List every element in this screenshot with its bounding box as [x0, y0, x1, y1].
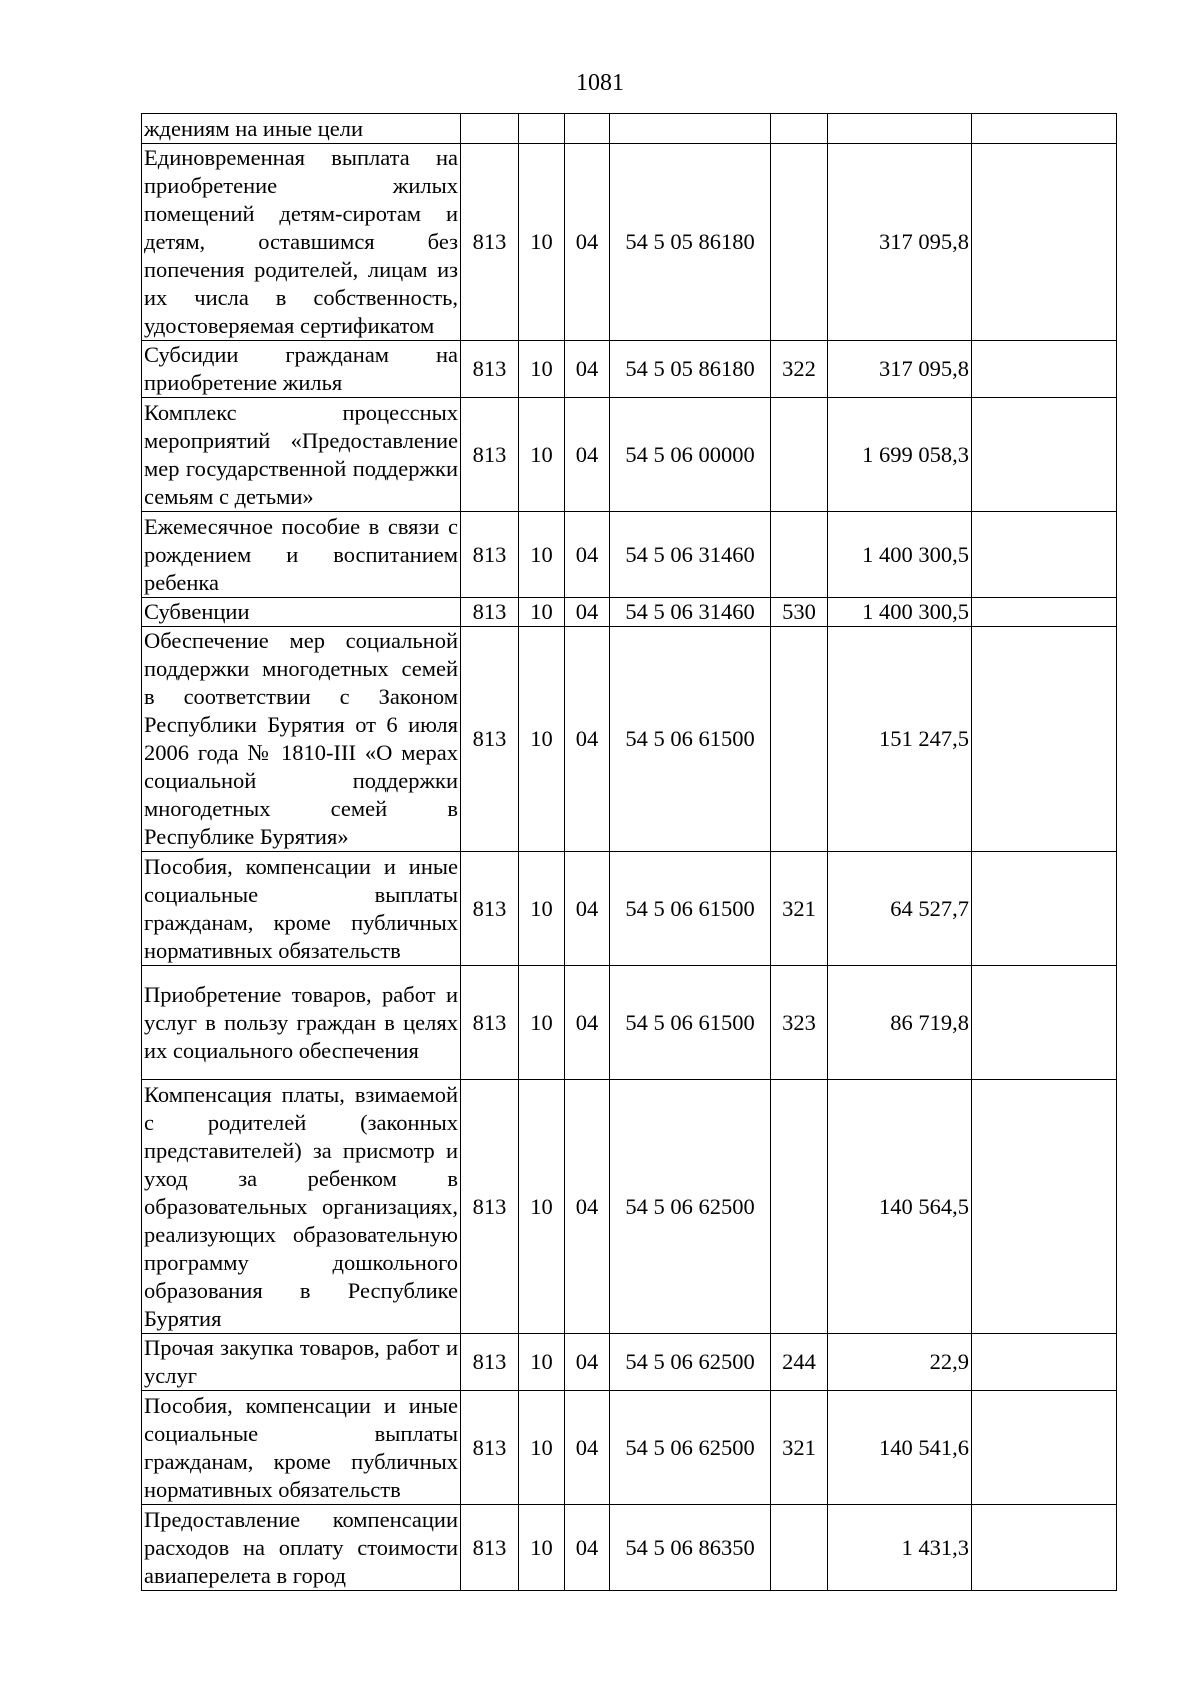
section-code-cell [519, 114, 565, 144]
section-code-cell: 10 [519, 1080, 565, 1334]
subsection-code-cell: 04 [565, 627, 610, 852]
row-name-cell: Комплекс процессных мероприятий «Предоставление мер государственной поддержки семьям с детьми» [142, 398, 461, 512]
ved-code-cell: 813 [461, 512, 519, 598]
section-code-cell: 10 [519, 598, 565, 627]
amount-cell: 140 564,5 [828, 1080, 972, 1334]
subsection-code-cell: 04 [565, 1391, 610, 1505]
subsection-code-cell [565, 114, 610, 144]
expense-type-cell: 321 [771, 852, 828, 966]
target-article-cell: 54 5 06 86350 [610, 1505, 771, 1591]
extra-cell [972, 512, 1117, 598]
amount-cell [828, 114, 972, 144]
subsection-code-cell: 04 [565, 852, 610, 966]
table-row [142, 1505, 1117, 1591]
amount-cell: 317 095,8 [828, 341, 972, 398]
extra-cell [972, 398, 1117, 512]
extra-cell [972, 1505, 1117, 1591]
row-name-cell: ждениям на иные цели [142, 114, 461, 144]
table-row [142, 852, 1117, 966]
row-name-cell: Ежемесячное пособие в связи с рождением и воспитанием ребенка [142, 512, 461, 598]
extra-cell [972, 627, 1117, 852]
extra-cell [972, 1391, 1117, 1505]
expense-type-cell: 323 [771, 966, 828, 1080]
target-article-cell: 54 5 06 62500 [610, 1080, 771, 1334]
section-code-cell: 10 [519, 1334, 565, 1391]
target-article-cell: 54 5 06 61500 [610, 627, 771, 852]
extra-cell [972, 114, 1117, 144]
amount-cell: 1 431,3 [828, 1505, 972, 1591]
budget-table [141, 113, 1117, 1591]
row-name-cell: Компенсация платы, взимаемой с родителей (законных представителей) за присмотр и уход за ребенком в образовательных организациях, реализующих образовательную программу дошкольного образования в Республике Бурятия [142, 1080, 461, 1334]
amount-cell: 140 541,6 [828, 1391, 972, 1505]
ved-code-cell: 813 [461, 144, 519, 341]
amount-cell: 1 400 300,5 [828, 512, 972, 598]
amount-cell: 86 719,8 [828, 966, 972, 1080]
page-number: 1081 [576, 70, 624, 96]
budget-table-body [142, 114, 1117, 1591]
subsection-code-cell: 04 [565, 1505, 610, 1591]
subsection-code-cell: 04 [565, 341, 610, 398]
expense-type-cell: 321 [771, 1391, 828, 1505]
ved-code-cell: 813 [461, 1391, 519, 1505]
table-row [142, 1080, 1117, 1334]
expense-type-cell [771, 512, 828, 598]
ved-code-cell: 813 [461, 627, 519, 852]
section-code-cell: 10 [519, 627, 565, 852]
ved-code-cell: 813 [461, 852, 519, 966]
row-name-cell: Пособия, компенсации и иные социальные выплаты гражданам, кроме публичных нормативных обязательств [142, 852, 461, 966]
extra-cell [972, 341, 1117, 398]
subsection-code-cell: 04 [565, 1080, 610, 1334]
expense-type-cell [771, 1505, 828, 1591]
amount-cell: 1 400 300,5 [828, 598, 972, 627]
target-article-cell: 54 5 06 61500 [610, 966, 771, 1080]
expense-type-cell [771, 1080, 828, 1334]
table-row [142, 1334, 1117, 1391]
target-article-cell: 54 5 06 61500 [610, 852, 771, 966]
target-article-cell: 54 5 05 86180 [610, 144, 771, 341]
target-article-cell: 54 5 06 00000 [610, 398, 771, 512]
section-code-cell: 10 [519, 512, 565, 598]
ved-code-cell: 813 [461, 1080, 519, 1334]
target-article-cell: 54 5 05 86180 [610, 341, 771, 398]
ved-code-cell: 813 [461, 966, 519, 1080]
target-article-cell [610, 114, 771, 144]
section-code-cell: 10 [519, 1391, 565, 1505]
ved-code-cell: 813 [461, 1334, 519, 1391]
ved-code-cell: 813 [461, 341, 519, 398]
row-name-cell: Прочая закупка товаров, работ и услуг [142, 1334, 461, 1391]
amount-cell: 1 699 058,3 [828, 398, 972, 512]
table-row [142, 966, 1117, 1080]
expense-type-cell: 244 [771, 1334, 828, 1391]
subsection-code-cell: 04 [565, 598, 610, 627]
row-name-cell: Обеспечение мер социальной поддержки многодетных семей в соответствии с Законом Республики Бурятия от 6 июля 2006 года № 1810-III «О мерах социальной поддержки многодетных семей в Республике Бурятия» [142, 627, 461, 852]
subsection-code-cell: 04 [565, 398, 610, 512]
row-name-cell: Пособия, компенсации и иные социальные выплаты гражданам, кроме публичных нормативных обязательств [142, 1391, 461, 1505]
extra-cell [972, 1334, 1117, 1391]
expense-type-cell [771, 144, 828, 341]
expense-type-cell [771, 398, 828, 512]
target-article-cell: 54 5 06 31460 [610, 512, 771, 598]
ved-code-cell: 813 [461, 398, 519, 512]
section-code-cell: 10 [519, 1505, 565, 1591]
amount-cell: 64 527,7 [828, 852, 972, 966]
expense-type-cell: 322 [771, 341, 828, 398]
table-row [142, 144, 1117, 341]
amount-cell: 151 247,5 [828, 627, 972, 852]
expense-type-cell: 530 [771, 598, 828, 627]
extra-cell [972, 852, 1117, 966]
ved-code-cell: 813 [461, 1505, 519, 1591]
extra-cell [972, 144, 1117, 341]
extra-cell [972, 1080, 1117, 1334]
expense-type-cell [771, 627, 828, 852]
amount-cell: 22,9 [828, 1334, 972, 1391]
table-row [142, 598, 1117, 627]
section-code-cell: 10 [519, 398, 565, 512]
row-name-cell: Предоставление компенсации расходов на оплату стоимости авиаперелета в город [142, 1505, 461, 1591]
target-article-cell: 54 5 06 62500 [610, 1391, 771, 1505]
ved-code-cell: 813 [461, 598, 519, 627]
row-name-cell: Единовременная выплата на приобретение жилых помещений детям-сиротам и детям, оставшимся без попечения родителей, лицам из их числа в собственность, удостоверяемая сертификатом [142, 144, 461, 341]
row-name-cell: Субсидии гражданам на приобретение жилья [142, 341, 461, 398]
ved-code-cell [461, 114, 519, 144]
extra-cell [972, 966, 1117, 1080]
table-row [142, 114, 1117, 144]
table-row [142, 627, 1117, 852]
amount-cell: 317 095,8 [828, 144, 972, 341]
extra-cell [972, 598, 1117, 627]
row-name-cell: Приобретение товаров, работ и услуг в пользу граждан в целях их социального обеспечения [142, 966, 461, 1080]
target-article-cell: 54 5 06 62500 [610, 1334, 771, 1391]
table-row [142, 512, 1117, 598]
subsection-code-cell: 04 [565, 966, 610, 1080]
subsection-code-cell: 04 [565, 512, 610, 598]
section-code-cell: 10 [519, 341, 565, 398]
section-code-cell: 10 [519, 966, 565, 1080]
target-article-cell: 54 5 06 31460 [610, 598, 771, 627]
subsection-code-cell: 04 [565, 144, 610, 341]
table-row [142, 341, 1117, 398]
expense-type-cell [771, 114, 828, 144]
table-row [142, 1391, 1117, 1505]
row-name-cell: Субвенции [142, 598, 461, 627]
section-code-cell: 10 [519, 852, 565, 966]
table-row [142, 398, 1117, 512]
subsection-code-cell: 04 [565, 1334, 610, 1391]
section-code-cell: 10 [519, 144, 565, 341]
